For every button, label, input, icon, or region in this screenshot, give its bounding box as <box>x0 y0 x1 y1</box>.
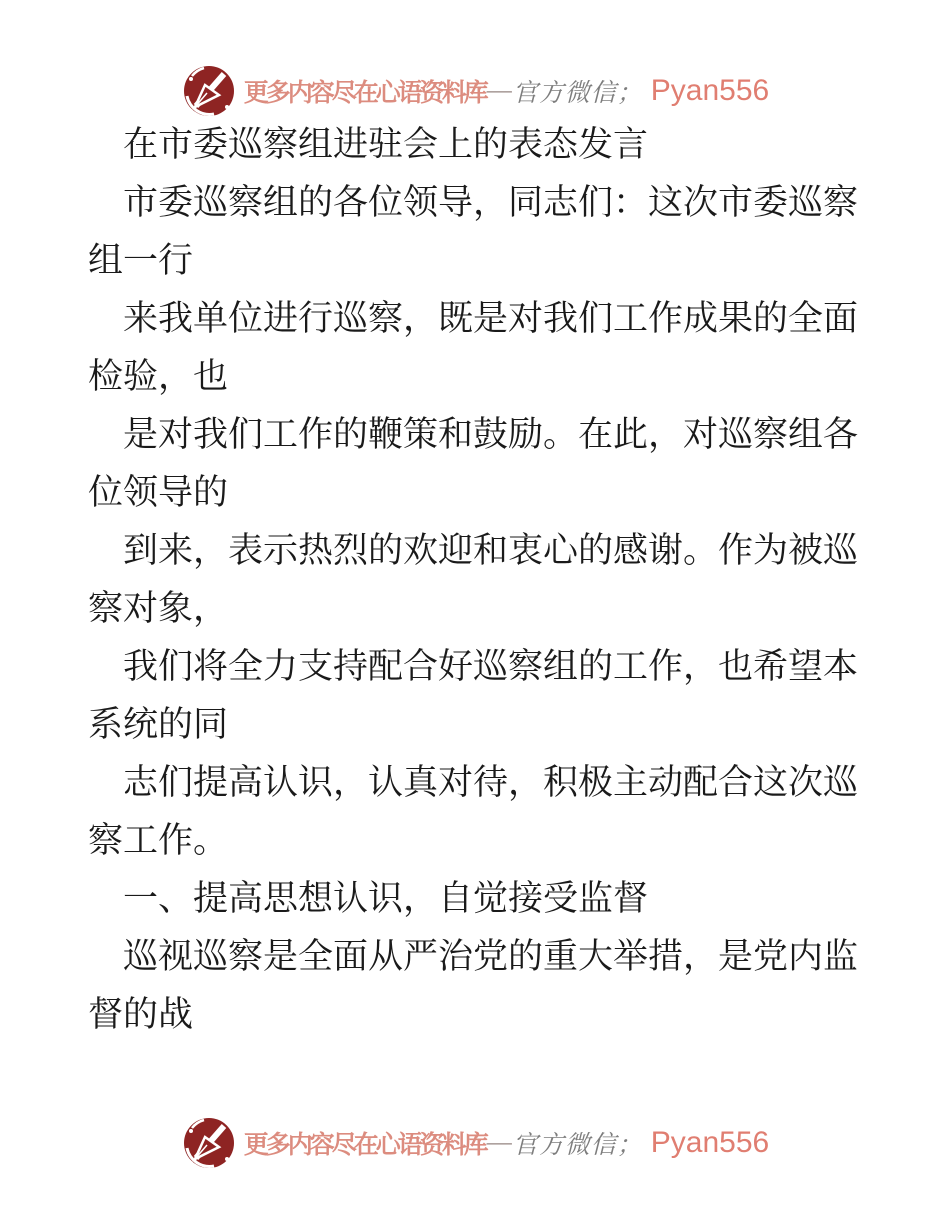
text-line: 在市委巡察组进驻会上的表态发言 <box>123 125 649 164</box>
text-line: 位领导的 <box>88 473 229 512</box>
text-line: 巡视巡察是全面从严治党的重大举措，是党内监 <box>123 937 859 976</box>
text-line: 市委巡察组的各位领导，同志们：这次市委巡察 <box>123 183 859 222</box>
text-line: 我们将全力支持配合好巡察组的工作，也希望本 <box>123 647 859 686</box>
text-line: 志们提高认识，认真对待，积极主动配合这次巡 <box>123 763 859 802</box>
wechat-id: Pyan556 <box>650 1126 770 1159</box>
footer-brandbar <box>0 1114 950 1172</box>
text-line: 到来，表示热烈的欢迎和衷心的感谢。作为被巡 <box>123 531 859 570</box>
pen-nib-logo-icon <box>181 63 237 119</box>
brand-text: 更多内容尽在心语资料库 <box>243 80 486 107</box>
text-line: 察对象， <box>88 589 229 628</box>
separator-dash: — <box>486 1129 512 1156</box>
header-brandbar <box>0 62 950 120</box>
text-line: 察工作。 <box>88 821 229 860</box>
wechat-label: 官方微信； <box>512 1132 643 1159</box>
text-line: 来我单位进行巡察，既是对我们工作成果的全面 <box>123 299 859 338</box>
pen-nib-logo-icon <box>181 1115 237 1171</box>
text-line: 检验，也 <box>88 357 229 396</box>
wechat-label: 官方微信； <box>512 80 643 107</box>
text-line: 组一行 <box>88 241 194 280</box>
text-line: 督的战 <box>88 995 194 1034</box>
document-body <box>88 116 890 1044</box>
text-line: 一、提高思想认识，自觉接受监督 <box>123 879 649 918</box>
text-line: 系统的同 <box>88 705 229 744</box>
wechat-id: Pyan556 <box>650 74 770 107</box>
separator-dash: — <box>486 77 512 104</box>
text-line: 是对我们工作的鞭策和鼓励。在此，对巡察组各 <box>123 415 859 454</box>
brand-text: 更多内容尽在心语资料库 <box>243 1132 486 1159</box>
